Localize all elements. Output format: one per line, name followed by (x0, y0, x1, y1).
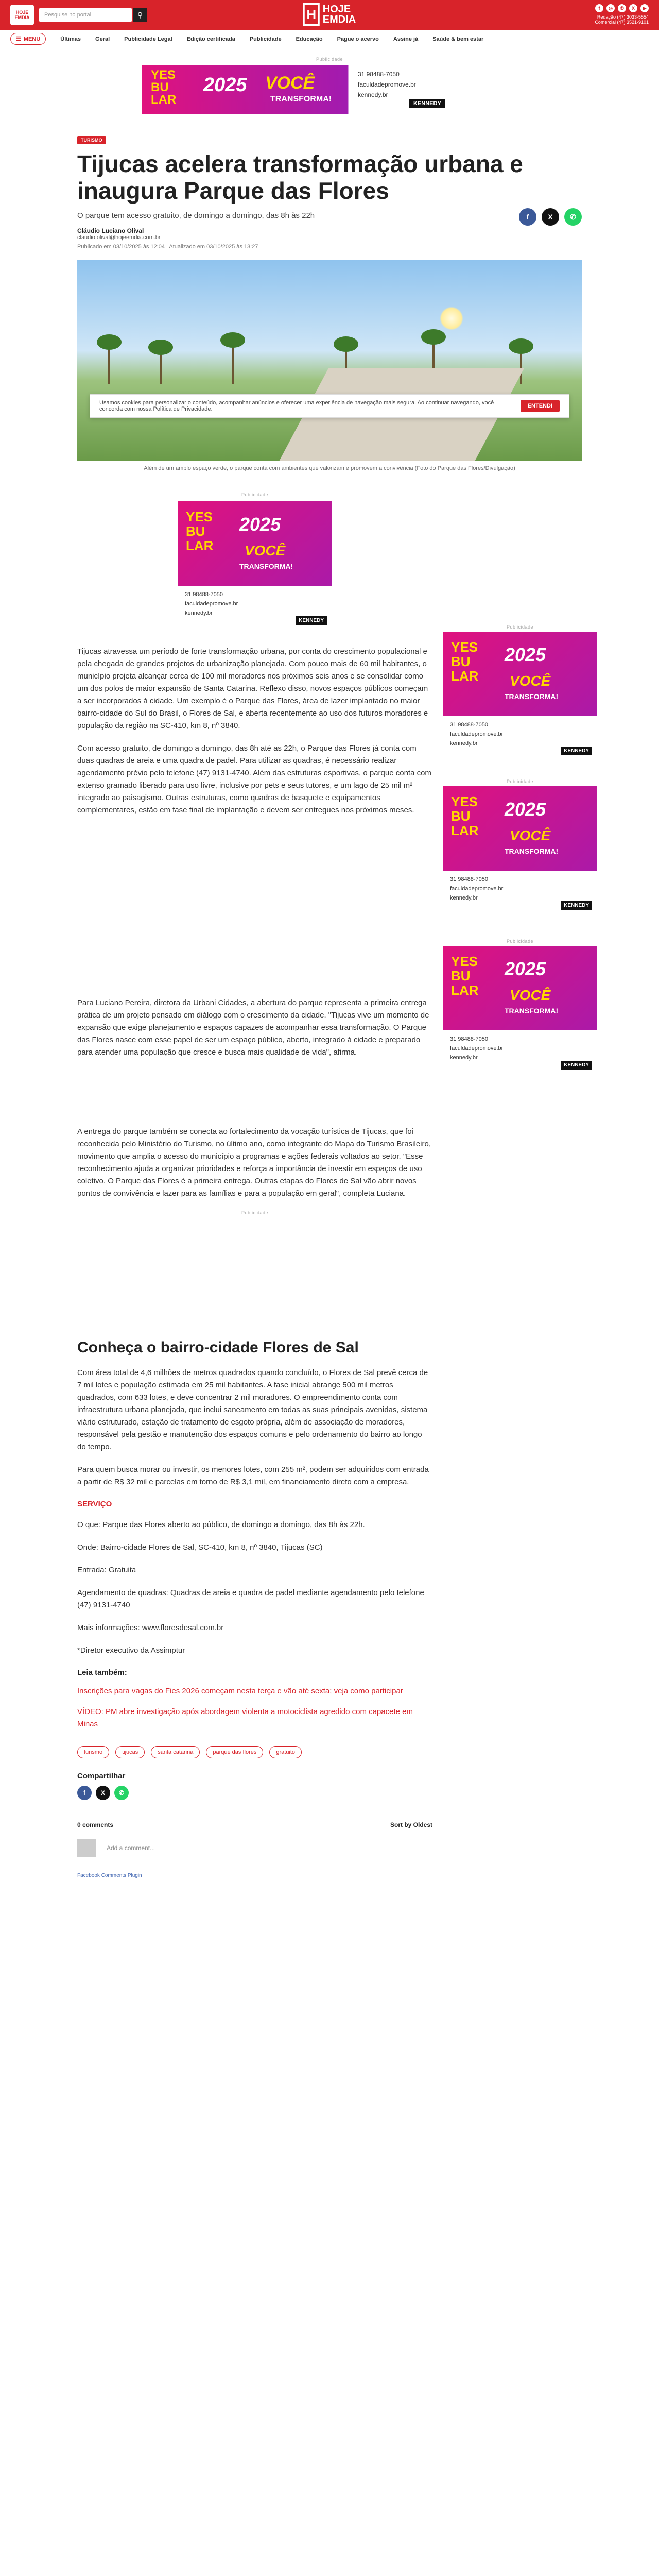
x-share-icon[interactable]: X (542, 208, 559, 226)
ad-voce: VOCÊ (510, 827, 551, 843)
service-line: O que: Parque das Flores aberto ao público, de domingo a domingo, das 8h às 22h. (77, 1520, 365, 1529)
ad-yes-line: BU (186, 523, 205, 539)
ad-yes-line: YES (451, 794, 478, 809)
tree-shape (108, 348, 110, 384)
ad-site: faculdadepromove.br (450, 1045, 504, 1052)
square-ad (443, 786, 597, 915)
ad-year: 2025 (505, 799, 546, 820)
tree-shape (232, 346, 234, 384)
ad-year: 2025 (203, 74, 247, 96)
side-ad-2[interactable] (443, 779, 597, 908)
ad-phone: 31 98488-7050 (450, 876, 489, 883)
header-right (595, 4, 649, 25)
radio-badge-line2: EMDIA (14, 15, 30, 20)
ad-brand: KENNEDY (561, 1061, 592, 1070)
author-email[interactable]: claudio.olival@hojeemdia.com.br (77, 234, 161, 241)
ad-site2: kennedy.br (450, 1055, 478, 1061)
article-title: Tijucas acelera transformação urbana e inaugura Parque das Flores (77, 150, 523, 204)
square-ad (443, 632, 597, 760)
paragraph: A entrega do parque também se conecta ao fortalecimento da vocação turística de Tijucas, que foi reconhecida pelo Ministério do Turismo, no último ano, como integrante do Mapa do Turismo Brasileiro, movimento que amplia o acesso do município a programas e ações federais voltados ao setor. "Esse reconhecimento ajuda a organizar prioridades e reforça a importância de investir em espaços de uso coletivo. O Parque das Flores é a primeira entrega. Outras etapas do Flores de Sal vão abrir novos pontos de convivência e lazer para as famílias e para a população em geral", completa Luciana. (77, 1127, 431, 1198)
ad-phone: 31 98488-7050 (450, 1036, 489, 1042)
ad-site: faculdadepromove.br (358, 81, 416, 88)
service-line: Entrada: Gratuita (77, 1566, 136, 1574)
ad-yes-line: LAR (451, 982, 479, 998)
facebook-icon[interactable]: f (595, 4, 603, 12)
ad-yes-text (451, 954, 478, 997)
nav-item-edicao-certificada[interactable]: Edição certificada (186, 36, 235, 42)
ad-yes-text (151, 69, 176, 106)
service-line: *Diretor executivo da Assimptur (77, 1646, 185, 1655)
comments-header (77, 1821, 432, 1828)
service-box (77, 1500, 432, 1657)
ad-brand: KENNEDY (561, 747, 592, 755)
ad-phone: 31 98488-7050 (450, 722, 489, 728)
paragraph: Com área total de 4,6 milhões de metros quadrados quando concluído, o Flores de Sal prevê cerca de 7 mil lotes e população estimada em 25 mil habitantes. A fase inicial abrange 500 mil metros quadrados, com 633 lotes, e deve concentrar 2 mil moradores. O empreendimento conta com infraestrutura urbana planejada, que inclui saneamento em todas as suas principais avenidas, sistema viário estruturado, estação de tratamento de esgoto própria, além de associação de moradores, responsável pela gestão e manutenção dos espaços comuns e pelo ordenamento do bairro ao longo do tempo. (77, 1368, 428, 1451)
inline-ad-1[interactable] (178, 501, 332, 630)
article-subtitle: O parque tem acesso gratuito, de domingo a domingo, das 8h às 22h (77, 211, 315, 220)
read-also-link[interactable]: Inscrições para vagas do Fies 2026 começam nesta terça e vão até sexta; veja como participar (77, 1687, 403, 1696)
author-name[interactable]: Cláudio Luciano Olival (77, 227, 144, 234)
ad-brand: KENNEDY (296, 616, 327, 625)
nav-item-ultimas[interactable]: Últimas (60, 36, 81, 42)
ad-yes-line: LAR (451, 668, 479, 684)
ad-brand: KENNEDY (409, 99, 445, 108)
radio-badge-line1: HOJE (15, 10, 29, 15)
ad-yes-text (451, 640, 478, 683)
nav-item-publicidade-legal[interactable]: Publicidade Legal (124, 36, 172, 42)
ad-placeholder (77, 1215, 432, 1318)
radio-badge[interactable] (10, 5, 34, 25)
article-author (77, 227, 582, 241)
comments-sort[interactable]: Sort by Oldest (390, 1821, 432, 1828)
avatar (77, 1839, 96, 1857)
read-also-title: Leia também: (77, 1668, 127, 1677)
hamburger-icon: ☰ (16, 36, 21, 42)
header-search-input[interactable]: Pesquise no portal (39, 8, 132, 22)
ad-yes-line: BU (451, 654, 471, 669)
article-body (77, 492, 432, 1878)
nav-item-publicidade[interactable]: Publicidade (249, 36, 282, 42)
main-nav (0, 30, 659, 48)
instagram-icon[interactable]: ◎ (606, 4, 615, 12)
square-ad (443, 946, 597, 1075)
nav-item-educacao[interactable]: Educação (296, 36, 323, 42)
logo-text-line1: HOJE (322, 4, 351, 15)
logo-mark: H (303, 3, 320, 26)
ad-year: 2025 (239, 514, 281, 535)
ad-year: 2025 (505, 644, 546, 665)
ad-label: Publicidade (506, 779, 534, 784)
tag-chip[interactable]: parque das flores (206, 1746, 263, 1758)
menu-button[interactable] (10, 33, 46, 45)
ad-site: faculdadepromove.br (185, 601, 238, 607)
ad-label: Publicidade (506, 624, 534, 630)
ad-site2: kennedy.br (358, 91, 388, 98)
ad-site2: kennedy.br (450, 740, 478, 747)
side-ad-1[interactable] (443, 624, 597, 753)
read-also (77, 1668, 432, 1731)
comments-section (77, 1816, 432, 1878)
article (77, 135, 589, 1878)
paragraph: Com acesso gratuito, de domingo a domingo, das 8h até as 22h, o Parque das Flores já conta com duas quadras de areia e uma quadra de padel. Para utilizar as quadras, é necessário realizar agendamento prévio pelo telefone (47) 9131-4740. Além das estruturas esportivas, o parque conta com extenso gramado liberado para uso livre, inclusive por pets e seus tutores, e um lago de 25 mil m² integrado ao paisagismo. Outras estruturas, como quadras de basquete e equipamentos complementares, estão em fase final de implantação e devem ser entregues nos próximos meses. (77, 744, 431, 815)
service-line[interactable]: Mais informações: www.floresdesal.com.br (77, 1623, 224, 1632)
top-banner-ad[interactable] (142, 65, 517, 114)
ad-spacer (77, 1059, 432, 1115)
ad-transform: TRANSFORMA! (505, 692, 559, 701)
header-left (10, 5, 147, 25)
ad-year: 2025 (505, 958, 546, 979)
whatsapp-icon[interactable]: ✆ (618, 4, 626, 12)
comments-plugin-label[interactable]: Facebook Comments Plugin (77, 1873, 142, 1878)
ad-yes-line: YES (451, 639, 478, 655)
ad-transform: TRANSFORMA! (505, 847, 559, 855)
ad-yes-line: YES (151, 68, 176, 82)
section-heading: Conheça o bairro-cidade Flores de Sal (77, 1339, 359, 1356)
logo-text (323, 4, 356, 25)
contact-line1: Redação (47) 3033-5554 (597, 14, 649, 20)
side-ad-3[interactable] (443, 939, 597, 1067)
ad-yes-line: BU (451, 808, 471, 824)
category-tag[interactable]: TURISMO (77, 136, 106, 144)
ad-voce: VOCÊ (265, 73, 315, 93)
facebook-share-icon[interactable]: f (77, 1786, 92, 1800)
facebook-share-icon[interactable]: f (519, 208, 536, 226)
paragraph: Para quem busca morar ou investir, os menores lotes, com 255 m², podem ser adquiridos com entrada a partir de R$ 32 mil e parcelas em torno de R$ 3,1 mil, em financiamento direto com a empresa. (77, 1465, 429, 1486)
tag-chip[interactable]: turismo (77, 1746, 109, 1758)
nav-item-saude[interactable]: Saúde & bem estar (432, 36, 484, 42)
comment-input[interactable]: Add a comment... (101, 1839, 432, 1857)
menu-label: MENU (23, 36, 41, 42)
nav-item-assine[interactable]: Assine já (393, 36, 419, 42)
ad-transform: TRANSFORMA! (505, 1007, 559, 1015)
article-dates: Publicado em 03/10/2025 às 12:04 | Atualizado em 03/10/2025 às 13:27 (77, 244, 258, 250)
contact-line2: Comercial (47) 3521-9101 (595, 20, 649, 25)
ad-contact (358, 69, 416, 100)
cookie-banner (90, 394, 569, 418)
ad-label: Publicidade (241, 1210, 269, 1215)
image-caption: Além de um amplo espaço verde, o parque conta com ambientes que valorizam e promovem a convivência (Foto do Parque das Flores/Divulgação) (144, 465, 515, 471)
ad-label: Publicidade (316, 57, 343, 62)
ad-transform: TRANSFORMA! (239, 562, 293, 570)
ad-label: Publicidade (241, 492, 269, 497)
top-header (0, 0, 659, 30)
tree-shape (160, 353, 162, 384)
sun-shape (440, 307, 463, 330)
ad-site: faculdadepromove.br (450, 731, 504, 737)
ad-site2: kennedy.br (185, 610, 213, 616)
ad-site2: kennedy.br (450, 895, 478, 901)
logo-text-line2: EMDIA (322, 14, 356, 25)
service-line: Agendamento de quadras: Quadras de areia e quadra de padel mediante agendamento pelo telefone (47) 9131-4740 (77, 1588, 424, 1609)
tag-chip[interactable]: gratuito (269, 1746, 302, 1758)
ad-yes-line: YES (186, 509, 213, 524)
ad-site: faculdadepromove.br (450, 886, 504, 892)
paragraph: Para Luciano Pereira, diretora da Urbani Cidades, a abertura do parque representa a primeira entrega prática de um projeto pensado em diálogo com o crescimento da cidade. "Tijucas vive um momento de expansão que exige planejamento e espaços capazes de acompanhar essa transformação. O Parque das Flores nasce com esse papel de ser um espaço público, aberto, integrado à cidade e preparado para atender uma população que cresce e busca mais qualidade de vida", afirma. (77, 998, 429, 1057)
search-icon[interactable]: ⚲ (133, 8, 147, 22)
ad-yes-line: LAR (151, 93, 177, 107)
header-social-icons (595, 4, 649, 12)
ad-yes-text (451, 794, 478, 838)
cookie-accept-button[interactable]: ENTENDI (521, 400, 560, 412)
comment-composer (77, 1839, 432, 1857)
share-section (77, 1772, 432, 1800)
ad-spacer (77, 817, 432, 987)
read-also-link[interactable]: VÍDEO: PM abre investigação após abordagem violenta a motociclista agredido com capacete em Minas (77, 1707, 413, 1728)
tag-list (77, 1746, 432, 1758)
paragraph: Tijucas atravessa um período de forte transformação urbana, por conta do crescimento populacional e pela chegada de grandes projetos de urbanização planejada. Com pouco mais de 60 mil habitantes, o município projeta alcançar cerca de 100 mil moradores nos próximos seis anos e se consolidar como um dos polos de maior expansão de Santa Catarina. Reflexo disso, novos espaços públicos começam a ser incorporados à cidade. Um exemplo é o Parque das Flores, área de lazer implantado no maior bairro-cidade do Sul do Brasil, o Flores de Sal, e aberta recentemente ao uso dos futuros moradores e população da região na SC-410, km 8, nº 3840. (77, 647, 428, 730)
ad-label: Publicidade (506, 939, 534, 944)
ad-transform: TRANSFORMA! (270, 95, 332, 104)
whatsapp-share-icon[interactable]: ✆ (114, 1786, 129, 1800)
share-icons-bottom (77, 1786, 432, 1800)
share-icons-top (519, 208, 582, 226)
tree-shape (520, 352, 522, 384)
ad-phone: 31 98488-7050 (185, 591, 223, 598)
ad-brand: KENNEDY (561, 901, 592, 910)
ad-yes-line: YES (451, 954, 478, 969)
ad-yes-line: BU (451, 968, 471, 984)
nav-item-acervo[interactable]: Pague o acervo (337, 36, 379, 42)
ad-voce: VOCÊ (245, 543, 286, 558)
service-line: Onde: Bairro-cidade Flores de Sal, SC-410, km 8, nº 3840, Tijucas (SC) (77, 1543, 323, 1552)
ad-voce: VOCÊ (510, 673, 551, 689)
x-icon[interactable]: X (629, 4, 637, 12)
youtube-icon[interactable]: ▶ (640, 4, 649, 12)
nav-item-geral[interactable]: Geral (95, 36, 110, 42)
site-logo[interactable] (303, 3, 356, 26)
ad-voce: VOCÊ (510, 987, 551, 1003)
cookie-text: Usamos cookies para personalizar o conteúdo, acompanhar anúncios e oferecer uma experiência de navegação mais segura. Ao continuar navegando, você concorda com nossa Política de Privacidade. (99, 400, 494, 412)
ad-yes-text (186, 510, 213, 553)
ad-phone: 31 98488-7050 (358, 71, 400, 78)
comments-count: 0 comments (77, 1821, 114, 1828)
hero-image (77, 260, 582, 461)
share-title: Compartilhar (77, 1772, 126, 1781)
ad-yes-line: LAR (186, 538, 214, 553)
tag-chip[interactable]: santa catarina (151, 1746, 200, 1758)
whatsapp-share-icon[interactable]: ✆ (564, 208, 582, 226)
tag-chip[interactable]: tijucas (115, 1746, 145, 1758)
ad-yes-line: BU (151, 80, 169, 94)
service-title: SERVIÇO (77, 1500, 112, 1509)
x-share-icon[interactable]: X (96, 1786, 110, 1800)
ad-yes-line: LAR (451, 823, 479, 838)
